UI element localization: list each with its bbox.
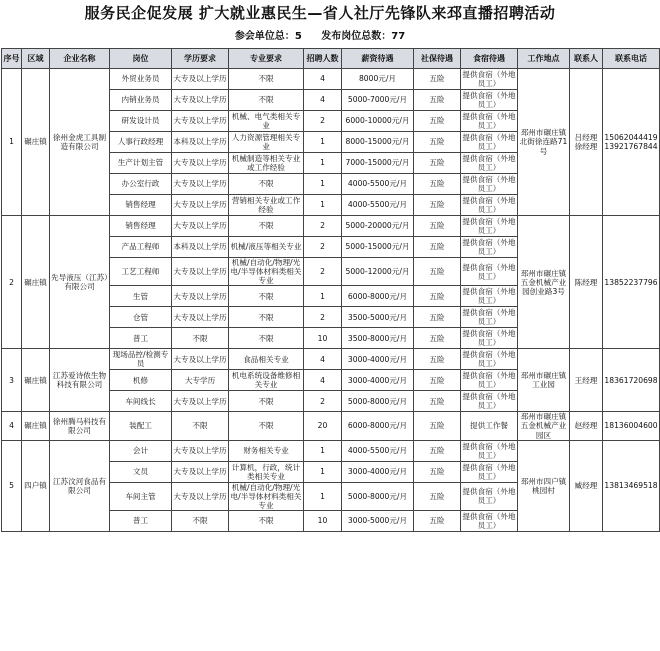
post-cell: 仓管 <box>110 307 172 328</box>
board-cell: 提供食宿（外地员工） <box>462 511 516 530</box>
education-cell: 大专及以上学历 <box>172 174 229 195</box>
major-cell: 营销相关专业或工作经验 <box>229 195 304 216</box>
headcount-cell: 2 <box>304 391 342 412</box>
headcount-cell: 4 <box>304 370 342 391</box>
headcount-cell: 1 <box>304 132 342 153</box>
salary-cell: 5000-15000元/月 <box>342 237 414 258</box>
contact-cell: 王经理 <box>570 349 603 412</box>
work-location-cell: 邳州市碾庄镇工业园 <box>518 349 570 412</box>
headcount-cell: 1 <box>304 440 342 461</box>
headcount-cell: 1 <box>304 286 342 307</box>
post-cell: 销售经理 <box>110 216 172 237</box>
board-cell: 提供食宿（外地员工） <box>462 195 516 214</box>
post-cell: 人事行政经理 <box>110 132 172 153</box>
insurance-cell: 五险 <box>414 510 461 531</box>
post-cell: 外贸业务员 <box>110 69 172 90</box>
major-cell: 机电系统设备维修相关专业 <box>229 370 304 391</box>
major-cell: 不限 <box>229 90 304 111</box>
table-row <box>2 349 660 370</box>
company-number-cell: 1 <box>2 69 22 216</box>
contact-cell: 吕经理 徐经理 <box>570 69 603 216</box>
region-cell: 碾庄镇 <box>22 216 50 349</box>
insurance-cell: 五险 <box>414 482 461 510</box>
board-cell: 提供食宿（外地员工） <box>462 132 516 151</box>
major-cell: 计算机，行政，统计类相关专业 <box>229 461 304 482</box>
headcount-cell: 4 <box>304 69 342 90</box>
salary-cell: 3000-4000元/月 <box>342 370 414 391</box>
salary-cell: 5000-20000元/月 <box>342 216 414 237</box>
salary-cell: 3500-5000元/月 <box>342 307 414 328</box>
header-cell: 专业要求 <box>229 49 304 69</box>
header-cell: 区域 <box>22 49 50 69</box>
contact-cell: 赵经理 <box>570 412 603 440</box>
insurance-cell: 五险 <box>414 307 461 328</box>
major-cell: 食品相关专业 <box>229 349 304 370</box>
insurance-cell: 五险 <box>414 286 461 307</box>
post-cell: 会计 <box>110 440 172 461</box>
phone-cell: 13852237796 <box>603 216 660 349</box>
education-cell: 大专及以上学历 <box>172 258 229 286</box>
education-cell: 大专及以上学历 <box>172 216 229 237</box>
post-cell: 车间线长 <box>110 391 172 412</box>
board-cell: 提供食宿（外地员工） <box>461 258 518 286</box>
major-cell: 不限 <box>229 69 304 90</box>
work-location-cell: 邳州市碾庄镇北街徐连路71号 <box>518 69 570 216</box>
phone-cell: 18361720698 <box>603 349 660 412</box>
board-cell: 提供食宿（外地员工） <box>462 329 516 348</box>
board-cell: 提供食宿（外地员工） <box>462 216 516 235</box>
board-cell: 提供食宿（外地员工） <box>462 392 516 411</box>
headcount-cell: 10 <box>304 328 342 349</box>
region-cell: 碾庄镇 <box>22 349 50 412</box>
insurance-cell: 五险 <box>414 153 461 174</box>
major-cell: 人力资源管理相关专业 <box>229 132 304 153</box>
contact-cell: 臧经理 <box>570 440 603 531</box>
salary-cell: 5000-12000元/月 <box>342 258 414 286</box>
salary-cell: 4000-5500元/月 <box>342 195 414 216</box>
post-cell: 生产计划主管 <box>110 153 172 174</box>
company-name-cell: 徐州腾马科技有限公司 <box>50 412 110 440</box>
board-cell: 提供食宿（外地员工） <box>461 482 518 510</box>
phone-cell: 18136004600 <box>603 412 660 440</box>
company-name-cell: 江苏爱诗侬生物科技有限公司 <box>50 349 110 412</box>
region-cell: 碾庄镇 <box>22 69 50 216</box>
education-cell: 不限 <box>172 510 229 531</box>
major-cell: 机械/自动化/物理/光电/半导体材料类相关专业 <box>229 258 304 286</box>
board-cell: 提供食宿（外地员工） <box>462 287 516 306</box>
board-cell: 提供食宿（外地员工） <box>462 90 516 109</box>
salary-cell: 4000-5500元/月 <box>342 174 414 195</box>
work-location-cell: 邳州市碾庄镇五金机械产业园创业路3号 <box>518 216 570 349</box>
header-cell: 社保待遇 <box>414 49 461 69</box>
headcount-cell: 1 <box>304 482 342 510</box>
education-cell: 大专及以上学历 <box>172 153 229 174</box>
major-cell: 不限 <box>229 510 304 531</box>
recruitment-table <box>1 48 660 532</box>
education-cell: 大专及以上学历 <box>172 307 229 328</box>
salary-cell: 5000-7000元/月 <box>342 90 414 111</box>
posts-count: 发布岗位总数：77 <box>321 31 406 42</box>
post-cell: 产品工程师 <box>110 237 172 258</box>
board-cell: 提供工作餐 <box>461 412 518 440</box>
board-cell: 提供食宿（外地员工） <box>462 153 516 172</box>
insurance-cell: 五险 <box>414 412 461 440</box>
salary-cell: 6000-8000元/月 <box>342 286 414 307</box>
headcount-cell: 1 <box>304 461 342 482</box>
work-location-cell: 邳州市四户镇桃园村 <box>518 440 570 531</box>
post-cell: 装配工 <box>110 412 172 440</box>
salary-cell: 4000-5500元/月 <box>342 440 414 461</box>
insurance-cell: 五险 <box>414 328 461 349</box>
company-number-cell: 2 <box>2 216 22 349</box>
education-cell: 大专及以上学历 <box>172 90 229 111</box>
insurance-cell: 五险 <box>414 461 461 482</box>
insurance-cell: 五险 <box>414 216 461 237</box>
board-cell: 提供食宿（外地员工） <box>462 441 516 460</box>
post-cell: 办公室行政 <box>110 174 172 195</box>
header-cell: 联系电话 <box>603 49 660 69</box>
education-cell: 不限 <box>172 412 229 440</box>
major-cell: 机械/自动化/物理/光电/半导体材料类相关专业 <box>229 482 304 510</box>
salary-cell: 3000-5000元/月 <box>342 510 414 531</box>
board-cell: 提供食宿（外地员工） <box>462 69 516 88</box>
insurance-cell: 五险 <box>414 132 461 153</box>
salary-cell: 3000-4000元/月 <box>342 349 414 370</box>
salary-cell: 6000-10000元/月 <box>342 111 414 132</box>
region-cell: 四户镇 <box>22 440 50 531</box>
post-cell: 研发设计员 <box>110 111 172 132</box>
table-row <box>2 440 660 461</box>
insurance-cell: 五险 <box>414 258 461 286</box>
insurance-cell: 五险 <box>414 370 461 391</box>
work-location-cell: 邳州市碾庄镇五金机械产业园区 <box>518 412 570 440</box>
major-cell: 不限 <box>229 391 304 412</box>
headcount-cell: 10 <box>304 510 342 531</box>
salary-cell: 6000-8000元/月 <box>342 412 414 440</box>
major-cell: 不限 <box>229 286 304 307</box>
major-cell: 不限 <box>229 216 304 237</box>
headcount-cell: 2 <box>304 237 342 258</box>
major-cell: 不限 <box>229 174 304 195</box>
education-cell: 大专及以上学历 <box>172 349 229 370</box>
post-cell: 文员 <box>110 461 172 482</box>
insurance-cell: 五险 <box>414 237 461 258</box>
salary-cell: 3000-4000元/月 <box>342 461 414 482</box>
post-cell: 生管 <box>110 286 172 307</box>
education-cell: 大专及以上学历 <box>172 111 229 132</box>
phone-cell: 13813469518 <box>603 440 660 531</box>
education-cell: 大专及以上学历 <box>172 482 229 510</box>
major-cell: 不限 <box>229 307 304 328</box>
insurance-cell: 五险 <box>414 195 461 216</box>
company-name-cell: 徐州金虎工具制造有限公司 <box>50 69 110 216</box>
header-cell: 招聘人数 <box>304 49 342 69</box>
board-cell: 提供食宿（外地员工） <box>462 371 516 390</box>
major-cell: 不限 <box>229 412 304 440</box>
post-cell: 车间主管 <box>110 482 172 510</box>
education-cell: 本科及以上学历 <box>172 132 229 153</box>
post-cell: 内销业务员 <box>110 90 172 111</box>
salary-cell: 8000元/月 <box>342 69 414 90</box>
header-cell: 序号 <box>2 49 22 69</box>
headcount-cell: 2 <box>304 258 342 286</box>
education-cell: 大专及以上学历 <box>172 391 229 412</box>
table-row <box>2 216 660 237</box>
education-cell: 大专及以上学历 <box>172 195 229 216</box>
education-cell: 大专及以上学历 <box>172 286 229 307</box>
headcount-cell: 2 <box>304 216 342 237</box>
headcount-cell: 4 <box>304 90 342 111</box>
board-cell: 提供食宿（外地员工） <box>462 237 516 256</box>
major-cell: 财务相关专业 <box>229 440 304 461</box>
table-body <box>2 69 660 532</box>
contact-cell: 陈经理 <box>570 216 603 349</box>
summary-stats <box>0 26 640 48</box>
salary-cell: 3500-8000元/月 <box>342 328 414 349</box>
insurance-cell: 五险 <box>414 349 461 370</box>
units-count: 参会单位总：5 <box>234 31 302 42</box>
insurance-cell: 五险 <box>414 69 461 90</box>
header-cell: 食宿待遇 <box>461 49 518 69</box>
header-cell: 岗位 <box>110 49 172 69</box>
headcount-cell: 1 <box>304 153 342 174</box>
headcount-cell: 1 <box>304 195 342 216</box>
table-header-row <box>2 49 660 69</box>
insurance-cell: 五险 <box>414 391 461 412</box>
post-cell: 机修 <box>110 370 172 391</box>
post-cell: 现场品控/检测专员 <box>110 349 172 370</box>
major-cell: 机械、电气类相关专业 <box>229 111 304 132</box>
company-number-cell: 4 <box>2 412 22 440</box>
header-cell: 工作地点 <box>518 49 570 69</box>
major-cell: 机械制造等相关专业或工作经验 <box>229 153 304 174</box>
table-row <box>2 69 660 90</box>
company-name-cell: 先导液压（江苏）有限公司 <box>50 216 110 349</box>
insurance-cell: 五险 <box>414 174 461 195</box>
board-cell: 提供食宿（外地员工） <box>462 111 516 130</box>
insurance-cell: 五险 <box>414 440 461 461</box>
post-cell: 工艺工程师 <box>110 258 172 286</box>
company-name-cell: 江苏汶河食品有限公司 <box>50 440 110 531</box>
headcount-cell: 20 <box>304 412 342 440</box>
header-cell: 薪资待遇 <box>342 49 414 69</box>
education-cell: 大专学历 <box>172 370 229 391</box>
major-cell: 机械/液压等相关专业 <box>229 237 304 258</box>
board-cell: 提供食宿（外地员工） <box>462 174 516 193</box>
headcount-cell: 1 <box>304 174 342 195</box>
phone-cell: 15062044419 13921767844 <box>603 69 660 216</box>
board-cell: 提供食宿（外地员工） <box>462 308 516 327</box>
header-cell: 学历要求 <box>172 49 229 69</box>
board-cell: 提供食宿（外地员工） <box>462 462 516 481</box>
headcount-cell: 4 <box>304 349 342 370</box>
board-cell: 提供食宿（外地员工） <box>462 350 516 369</box>
salary-cell: 5000-8000元/月 <box>342 482 414 510</box>
insurance-cell: 五险 <box>414 90 461 111</box>
post-cell: 销售经理 <box>110 195 172 216</box>
post-cell: 普工 <box>110 328 172 349</box>
post-cell: 普工 <box>110 510 172 531</box>
major-cell: 不限 <box>229 328 304 349</box>
header-cell: 企业名称 <box>50 49 110 69</box>
page-title: 服务民企促发展 扩大就业惠民生—省人社厅先锋队来邳直播招聘活动 <box>84 4 556 22</box>
header-cell: 联系人 <box>570 49 603 69</box>
insurance-cell: 五险 <box>414 111 461 132</box>
salary-cell: 7000-15000元/月 <box>342 153 414 174</box>
company-number-cell: 3 <box>2 349 22 412</box>
company-number-cell: 5 <box>2 440 22 531</box>
region-cell: 碾庄镇 <box>22 412 50 440</box>
education-cell: 大专及以上学历 <box>172 69 229 90</box>
salary-cell: 5000-8000元/月 <box>342 391 414 412</box>
education-cell: 大专及以上学历 <box>172 440 229 461</box>
headcount-cell: 2 <box>304 111 342 132</box>
headcount-cell: 2 <box>304 307 342 328</box>
salary-cell: 8000-15000元/月 <box>342 132 414 153</box>
education-cell: 本科及以上学历 <box>172 237 229 258</box>
education-cell: 不限 <box>172 328 229 349</box>
education-cell: 大专及以上学历 <box>172 461 229 482</box>
table-row <box>2 412 660 440</box>
